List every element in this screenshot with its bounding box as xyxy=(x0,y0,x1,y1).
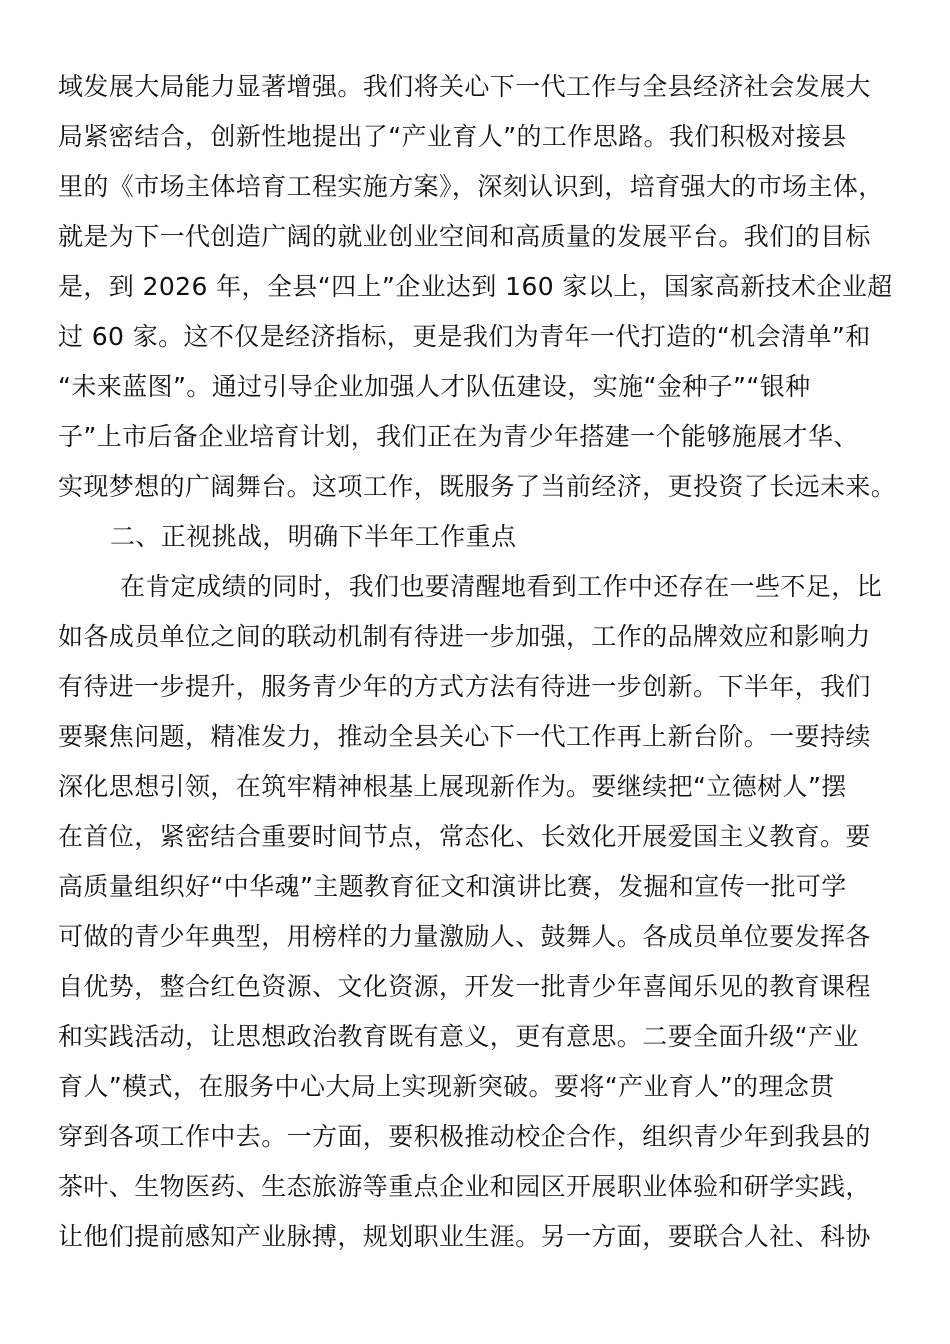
body-line: 就是为下一代创造广阔的就业创业空间和高质量的发展平台。我们的目标 xyxy=(58,222,871,251)
body-line: 有待进一步提升，服务青少年的方式方法有待进一步创新。下半年，我们 xyxy=(58,672,871,701)
body-line: 实现梦想的广阔舞台。这项工作，既服务了当前经济，更投资了长远未来。 xyxy=(58,472,897,501)
section-heading: 二、正视挑战，明确下半年工作重点 xyxy=(110,522,517,551)
body-line: 如各成员单位之间的联动机制有待进一步加强，工作的品牌效应和影响力 xyxy=(58,622,871,651)
body-line: “未来蓝图”。通过引导企业加强人才队伍建设，实施“金种子”“银种 xyxy=(58,372,811,401)
body-line: 子”上市后备企业培育计划，我们正在为青少年搭建一个能够施展才华、 xyxy=(58,422,859,451)
body-line: 高质量组织好“中华魂”主题教育征文和演讲比赛，发掘和宣传一批可学 xyxy=(58,872,847,901)
body-line: 要聚焦问题，精准发力，推动全县关心下一代工作再上新台阶。一要持续 xyxy=(58,722,871,751)
document-body xyxy=(58,62,897,1262)
body-line: 过 60 家。这不仅是经济指标，更是我们为青年一代打造的“机会清单”和 xyxy=(58,322,871,351)
body-line: 让他们提前感知产业脉搏，规划职业生涯。另一方面，要联合人社、科协 xyxy=(58,1222,871,1251)
body-line: 在首位，紧密结合重要时间节点，常态化、长效化开展爱国主义教育。要 xyxy=(58,822,871,851)
body-line: 和实践活动，让思想政治教育既有意义，更有意思。二要全面升级“产业 xyxy=(58,1022,859,1051)
paragraph-first-line: 在肯定成绩的同时，我们也要清醒地看到工作中还存在一些不足，比 xyxy=(120,572,883,601)
body-line: 育人”模式，在服务中心大局上实现新突破。要将“产业育人”的理念贯 xyxy=(58,1072,835,1101)
body-line: 里的《市场主体培育工程实施方案》，深刻认识到，培育强大的市场主体， xyxy=(58,172,884,201)
body-line: 穿到各项工作中去。一方面，要积极推动校企合作，组织青少年到我县的 xyxy=(58,1122,871,1151)
body-line: 是，到 2026 年，全县“四上”企业达到 160 家以上，国家高新技术企业超 xyxy=(58,272,893,301)
body-line: 局紧密结合，创新性地提出了“产业育人”的工作思路。我们积极对接县 xyxy=(58,122,847,151)
body-line: 域发展大局能力显著增强。我们将关心下一代工作与全县经济社会发展大 xyxy=(58,72,871,101)
body-line: 深化思想引领，在筑牢精神根基上展现新作为。要继续把“立德树人”摆 xyxy=(58,772,847,801)
body-line: 自优势，整合红色资源、文化资源，开发一批青少年喜闻乐见的教育课程 xyxy=(58,972,871,1001)
body-line: 可做的青少年典型，用榜样的力量激励人、鼓舞人。各成员单位要发挥各 xyxy=(58,922,871,951)
body-line: 茶叶、生物医药、生态旅游等重点企业和园区开展职业体验和研学实践， xyxy=(58,1172,871,1201)
